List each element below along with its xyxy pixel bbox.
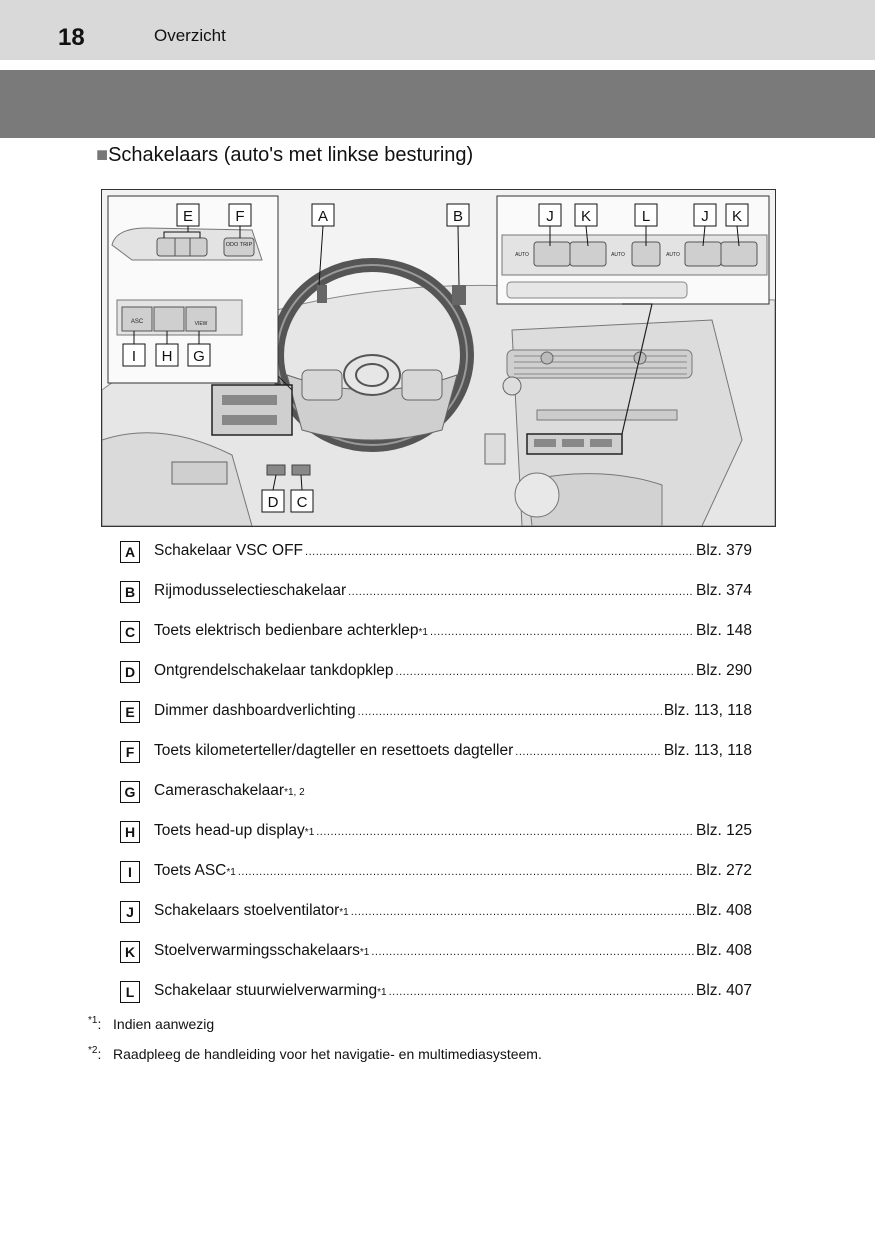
list-item [120,578,752,606]
odo-trip-text: ODO TRIP [225,242,253,248]
footnote-2: $^{*2}$: Raadpleeg de handleiding voor het navigatie- en multimediasysteem. [88,1045,542,1062]
item-letter: C [120,621,140,643]
item-letter: G [120,781,140,803]
label-j-1: J [546,208,554,225]
footnote-mark: *1 [88,1015,98,1026]
item-ref: Blz. 113, 118 [663,702,752,719]
item-letter: A [120,541,140,563]
item-letter: L [120,981,140,1003]
item-letter: H [120,821,140,843]
label-k-2: K [731,208,743,225]
auto-text-2: AUTO [611,252,625,258]
list-item: C Toets elektrisch bedienbare achterklep *1 ..... Blz. 148 [120,618,752,646]
item-text: Schakelaars stoelventilator [154,902,340,919]
label-i: I [131,348,137,365]
item-ref: Blz. 379 [695,542,752,559]
list-item [120,538,752,566]
dashboard-illustration [101,189,776,527]
item-letter: B [120,581,140,603]
page-heading: ■Schakelaars (auto's met linkse besturing) [96,144,474,166]
auto-text-3: AUTO [666,252,680,258]
item-letter: K [120,941,140,963]
label-f: F [235,208,245,225]
item-letter: D [120,661,140,683]
auto-text-1: AUTO [515,252,529,258]
chapter-band [0,70,875,138]
item-ref: Blz. 290 [695,662,752,679]
item-text: Rijmodusselectieschakelaar [154,582,347,599]
page-number: 18 [58,24,85,51]
item-ref: Blz. 408 [695,902,752,919]
dashboard-drawing [102,190,775,526]
item-ref: Blz. 407 [695,982,752,999]
label-k-1: K [580,208,592,225]
label-l: L [641,208,651,225]
item-text: Schakelaar stuurwielverwarming [154,982,378,999]
item-ref: Blz. 148 [695,622,752,639]
item-text: Toets head-up display [154,822,305,839]
list-item: K Stoelverwarmingsschakelaars *1 ..... Blz. 408 [120,938,752,966]
list-item: L Schakelaar stuurwielverwarming *1 ..... Blz. 407 [120,978,752,1006]
header-bar [0,0,875,60]
asc-text: ASC [130,319,144,325]
list-item [120,698,752,726]
list-item [120,738,752,766]
item-letter: J [120,901,140,923]
list-item [120,658,752,686]
label-e: E [182,208,194,225]
item-letter: I [120,861,140,883]
item-text: Cameraschakelaar [154,782,285,799]
item-ref: Blz. 374 [695,582,752,599]
view-text: VIEW [194,321,208,327]
item-ref: Blz. 125 [695,822,752,839]
list-item: H Toets head-up display *1 ..... Blz. 125 [120,818,752,846]
label-c: C [296,494,308,511]
item-ref: Blz. 113, 118 [663,742,752,759]
list-item: G Cameraschakelaar *1, 2 [120,778,752,806]
item-ref: Blz. 272 [695,862,752,879]
footnote-text: Indien aanwezig [113,1016,215,1032]
item-text: Dimmer dashboardverlichting [154,702,356,719]
label-j-2: J [701,208,709,225]
label-d: D [267,494,279,511]
label-b: B [452,208,464,225]
item-text: Stoelverwarmingsschakelaars [154,942,360,959]
footnote-mark: *2 [88,1045,98,1056]
item-text: Ontgrendelschakelaar tankdopklep [154,662,394,679]
item-text: Toets kilometerteller/dagteller en resettoets dagteller [154,742,514,759]
section-title: Overzicht [154,26,226,45]
label-a: A [317,208,329,225]
label-g: G [193,348,205,365]
label-h: H [161,348,173,365]
list-item: I Toets ASC *1 ..... Blz. 272 [120,858,752,886]
item-text: Toets ASC [154,862,227,879]
footnote-text: Raadpleeg de handleiding voor het navigatie- en multimediasysteem. [113,1046,542,1062]
list-item: J Schakelaars stoelventilator *1 ..... Blz. 408 [120,898,752,926]
item-text: Schakelaar VSC OFF [154,542,304,559]
item-letter: E [120,701,140,723]
item-ref: Blz. 408 [695,942,752,959]
item-text: Toets elektrisch bedienbare achterklep [154,622,419,639]
item-letter: F [120,741,140,763]
footnote-1: $^{*1}$: Indien aanwezig [88,1015,215,1032]
